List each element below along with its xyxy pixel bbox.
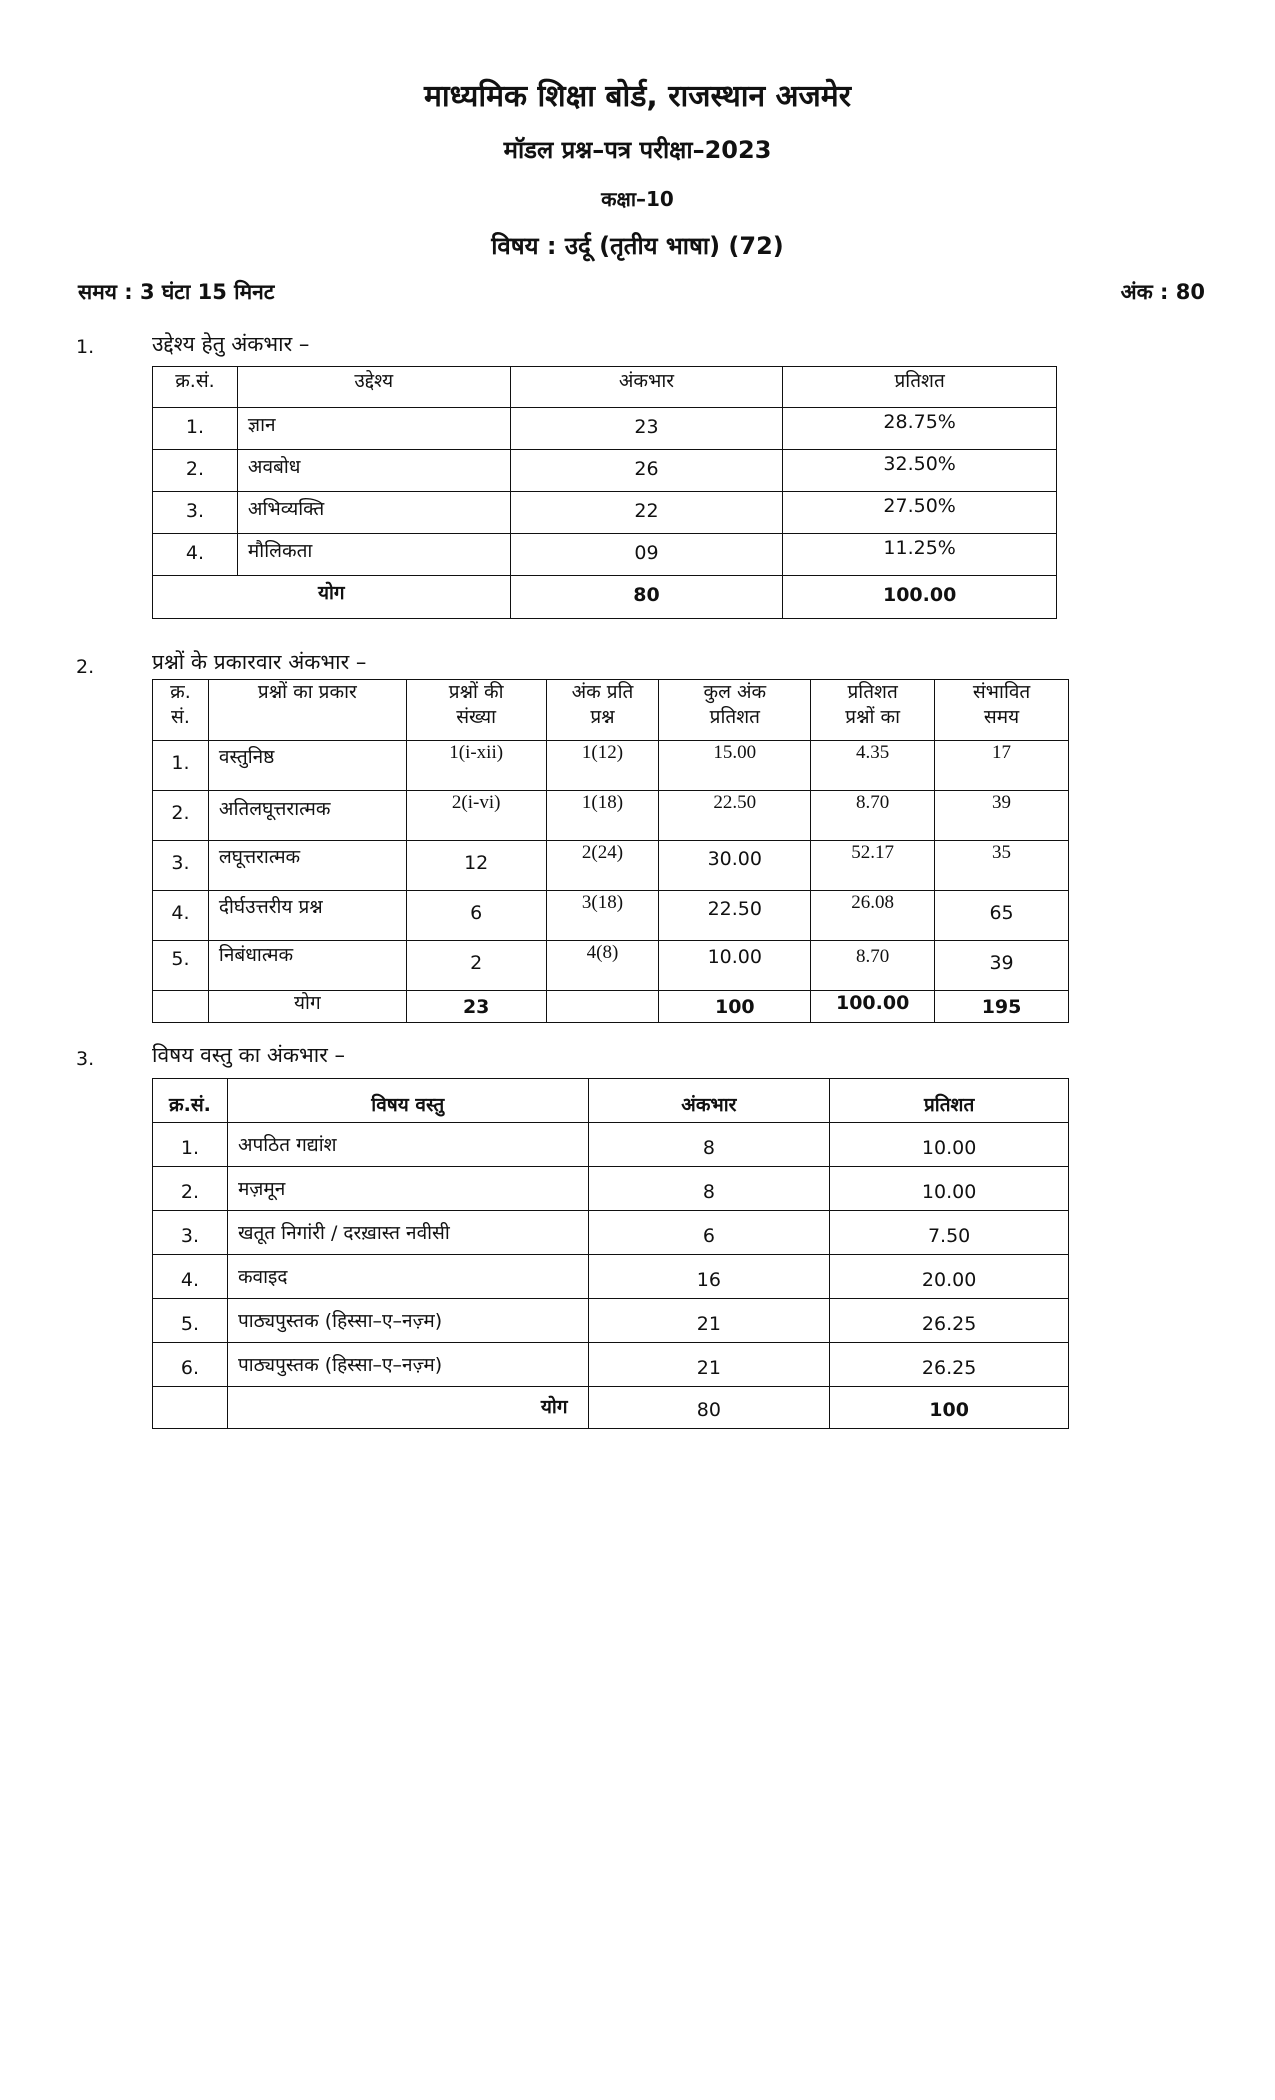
col-header: क्र.सं. — [153, 367, 238, 408]
cell-time: 35 — [935, 841, 1069, 891]
section3-title: विषय वस्तु का अंकभार – — [152, 1043, 345, 1067]
cell-content: पाठ्यपुस्तक (हिस्सा–ए–नज़्म) — [227, 1343, 588, 1387]
cell-percent: 28.75% — [783, 408, 1057, 450]
question-type-weightage-table — [152, 679, 1069, 1023]
total-total: 100 — [659, 991, 811, 1023]
cell-sn: 3. — [153, 841, 209, 891]
table-row — [153, 1211, 1069, 1255]
total-percent: 100 — [830, 1387, 1069, 1429]
col-header: अंक प्रति प्रश्न — [546, 680, 659, 741]
col-header: प्रतिशत प्रश्नों का — [811, 680, 935, 741]
total-percent: 100.00 — [811, 991, 935, 1023]
cell-empty — [153, 1387, 228, 1429]
col-header: विषय वस्तु — [227, 1079, 588, 1123]
cell-total: 15.00 — [659, 741, 811, 791]
section3-number: 3. — [76, 1048, 95, 1070]
cell-percent: 32.50% — [783, 450, 1057, 492]
cell-sn: 2. — [153, 450, 238, 492]
col-header: क्र.सं. — [153, 1079, 228, 1123]
table-row — [153, 941, 1069, 991]
board-title: माध्यमिक शिक्षा बोर्ड, राजस्थान अजमेर — [423, 79, 852, 114]
table-header-row — [153, 367, 1057, 408]
cell-time: 39 — [935, 791, 1069, 841]
col-header: क्र. सं. — [153, 680, 209, 741]
section2-number: 2. — [76, 656, 95, 678]
cell-sn: 1. — [153, 408, 238, 450]
total-marks: 80 — [588, 1387, 830, 1429]
cell-content: मज़मून — [227, 1167, 588, 1211]
table-total-row — [153, 991, 1069, 1023]
cell-per-question: 4(8) — [546, 941, 659, 991]
section1-title: उद्देश्य हेतु अंकभार – — [152, 332, 310, 356]
content-weightage-table — [152, 1078, 1069, 1429]
cell-per-question: 3(18) — [546, 891, 659, 941]
cell-time: 17 — [935, 741, 1069, 791]
cell-empty — [153, 991, 209, 1023]
cell-percent: 26.25 — [830, 1299, 1069, 1343]
table-row — [153, 450, 1057, 492]
table-row — [153, 1299, 1069, 1343]
cell-marks: 8 — [588, 1167, 830, 1211]
cell-type: वस्तुनिष्ठ — [208, 741, 406, 791]
cell-sn: 6. — [153, 1343, 228, 1387]
cell-marks: 22 — [510, 492, 783, 534]
col-header: कुल अंक प्रतिशत — [659, 680, 811, 741]
cell-sn: 3. — [153, 1211, 228, 1255]
total-time: 195 — [935, 991, 1069, 1023]
table-row — [153, 791, 1069, 841]
cell-sn: 5. — [153, 941, 209, 991]
cell-percent: 26.08 — [811, 891, 935, 941]
paper-title: मॉडल प्रश्न–पत्र परीक्षा–2023 — [503, 136, 772, 164]
cell-sn: 4. — [153, 1255, 228, 1299]
cell-content: खतूत निगांरी / दरख़ास्त नवीसी — [227, 1211, 588, 1255]
cell-sn: 3. — [153, 492, 238, 534]
cell-percent: 8.70 — [811, 791, 935, 841]
cell-type: अतिलघूत्तरात्मक — [208, 791, 406, 841]
cell-time: 65 — [935, 891, 1069, 941]
cell-total: 22.50 — [659, 891, 811, 941]
table-row — [153, 1255, 1069, 1299]
cell-percent: 10.00 — [830, 1167, 1069, 1211]
cell-sn: 5. — [153, 1299, 228, 1343]
cell-percent: 10.00 — [830, 1123, 1069, 1167]
cell-sn: 2. — [153, 1167, 228, 1211]
class-label: कक्षा–10 — [601, 187, 674, 211]
marks-label: अंक : 80 — [1120, 280, 1205, 304]
cell-total: 10.00 — [659, 941, 811, 991]
cell-type: लघूत्तरात्मक — [208, 841, 406, 891]
cell-percent: 26.25 — [830, 1343, 1069, 1387]
cell-percent: 4.35 — [811, 741, 935, 791]
cell-percent: 8.70 — [811, 941, 935, 991]
cell-per-question: 1(18) — [546, 791, 659, 841]
cell-content: अपठित गद्यांश — [227, 1123, 588, 1167]
table-row — [153, 408, 1057, 450]
cell-per-question: 1(12) — [546, 741, 659, 791]
cell-type: दीर्घउत्तरीय प्रश्न — [208, 891, 406, 941]
objective-weightage-table — [152, 366, 1057, 619]
cell-percent: 7.50 — [830, 1211, 1069, 1255]
table-row — [153, 741, 1069, 791]
cell-time: 39 — [935, 941, 1069, 991]
cell-percent: 20.00 — [830, 1255, 1069, 1299]
table-total-row — [153, 1387, 1069, 1429]
cell-count: 2 — [406, 941, 546, 991]
cell-count: 2(i-vi) — [406, 791, 546, 841]
table-row — [153, 891, 1069, 941]
col-header: प्रश्नों की संख्या — [406, 680, 546, 741]
cell-type: निबंधात्मक — [208, 941, 406, 991]
time-label: समय : 3 घंटा 15 मिनट — [78, 280, 275, 304]
cell-marks: 09 — [510, 534, 783, 576]
col-header: संभावित समय — [935, 680, 1069, 741]
cell-per-question: 2(24) — [546, 841, 659, 891]
cell-objective: मौलिकता — [237, 534, 510, 576]
total-percent: 100.00 — [783, 576, 1057, 619]
cell-marks: 21 — [588, 1343, 830, 1387]
cell-sn: 4. — [153, 534, 238, 576]
cell-sn: 1. — [153, 741, 209, 791]
col-header: प्रतिशत — [783, 367, 1057, 408]
total-label: योग — [227, 1387, 588, 1429]
cell-count: 6 — [406, 891, 546, 941]
cell-content: कवाइद — [227, 1255, 588, 1299]
cell-total: 22.50 — [659, 791, 811, 841]
cell-count: 1(i-xii) — [406, 741, 546, 791]
col-header: अंकभार — [588, 1079, 830, 1123]
table-row — [153, 1343, 1069, 1387]
cell-sn: 2. — [153, 791, 209, 841]
cell-marks: 16 — [588, 1255, 830, 1299]
total-label: योग — [153, 576, 511, 619]
cell-percent: 27.50% — [783, 492, 1057, 534]
cell-percent: 11.25% — [783, 534, 1057, 576]
table-row — [153, 492, 1057, 534]
total-marks: 80 — [510, 576, 783, 619]
cell-objective: अवबोध — [237, 450, 510, 492]
cell-marks: 21 — [588, 1299, 830, 1343]
cell-marks: 8 — [588, 1123, 830, 1167]
section2-title: प्रश्नों के प्रकारवार अंकभार – — [152, 650, 367, 674]
cell-objective: अभिव्यक्ति — [237, 492, 510, 534]
cell-sn: 1. — [153, 1123, 228, 1167]
total-label: योग — [208, 991, 406, 1023]
cell-marks: 26 — [510, 450, 783, 492]
cell-sn: 4. — [153, 891, 209, 941]
subject-label: विषय : उर्दू (तृतीय भाषा) (72) — [491, 232, 784, 260]
col-header: प्रतिशत — [830, 1079, 1069, 1123]
table-row — [153, 1123, 1069, 1167]
cell-marks: 23 — [510, 408, 783, 450]
section1-number: 1. — [76, 336, 95, 358]
table-header-row — [153, 1079, 1069, 1123]
cell-percent: 52.17 — [811, 841, 935, 891]
cell-marks: 6 — [588, 1211, 830, 1255]
cell-count: 12 — [406, 841, 546, 891]
table-row — [153, 841, 1069, 891]
total-count: 23 — [406, 991, 546, 1023]
table-total-row — [153, 576, 1057, 619]
table-row — [153, 1167, 1069, 1211]
cell-content: पाठ्यपुस्तक (हिस्सा–ए–नज़्म) — [227, 1299, 588, 1343]
col-header: प्रश्नों का प्रकार — [208, 680, 406, 741]
cell-total: 30.00 — [659, 841, 811, 891]
col-header: उद्देश्य — [237, 367, 510, 408]
total-per — [546, 991, 659, 1023]
col-header: अंकभार — [510, 367, 783, 408]
cell-objective: ज्ञान — [237, 408, 510, 450]
table-header-row — [153, 680, 1069, 741]
table-row — [153, 534, 1057, 576]
